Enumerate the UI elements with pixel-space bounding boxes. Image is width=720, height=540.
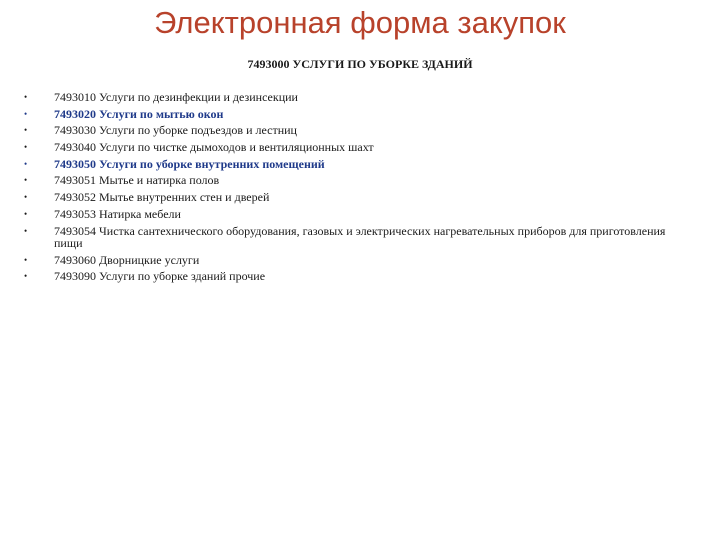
- bullet-icon: •: [24, 254, 28, 265]
- list-item-text: 7493054 Чистка сантехнического оборудования, газовых и электрических нагревательных приборов для приготовления пищи: [54, 223, 666, 250]
- list-item-text: 7493053 Натирка мебели: [54, 206, 181, 221]
- list-item-text: 7493052 Мытье внутренних стен и дверей: [54, 190, 270, 205]
- bullet-icon: •: [24, 225, 28, 236]
- list-item-text: 7493040 Услуги по чистке дымоходов и вентиляционных шахт: [54, 140, 374, 155]
- list-item: [24, 270, 689, 283]
- bullet-icon: •: [24, 192, 28, 203]
- list-item-text: 7493051 Мытье и натирка полов: [54, 173, 220, 188]
- service-code-list: [24, 91, 689, 287]
- list-item-text: 7493020 Услуги по мытью окон: [54, 106, 224, 121]
- section-heading: 7493000 УСЛУГИ ПО УБОРКЕ ЗДАНИЙ: [247, 57, 473, 71]
- list-item: [24, 91, 689, 104]
- list-item: [24, 141, 689, 154]
- bullet-icon: •: [24, 208, 28, 219]
- bullet-icon: •: [24, 271, 28, 282]
- list-item-text: 7493010 Услуги по дезинфекции и дезинсекции: [54, 90, 298, 104]
- bullet-icon: •: [24, 92, 28, 102]
- list-item-text: 7493050 Услуги по уборке внутренних помещений: [54, 156, 325, 171]
- bullet-icon: •: [24, 142, 28, 153]
- list-item-text: 7493060 Дворницкие услуги: [54, 252, 200, 267]
- list-item: [24, 174, 689, 187]
- list-item: [24, 225, 689, 250]
- list-item: [24, 124, 689, 137]
- list-item: [24, 158, 689, 171]
- list-item-text: 7493090 Услуги по уборке зданий прочие: [54, 269, 266, 284]
- page-title: Электронная форма закупок: [154, 5, 566, 40]
- list-item: [24, 254, 689, 267]
- bullet-icon: •: [24, 158, 28, 169]
- bullet-icon: •: [24, 108, 28, 119]
- list-item: [24, 208, 689, 221]
- list-item: [24, 108, 689, 121]
- list-item: [24, 191, 689, 204]
- list-item-text: 7493030 Услуги по уборке подъездов и лестниц: [54, 123, 297, 138]
- bullet-icon: •: [24, 175, 28, 186]
- bullet-icon: •: [24, 125, 28, 136]
